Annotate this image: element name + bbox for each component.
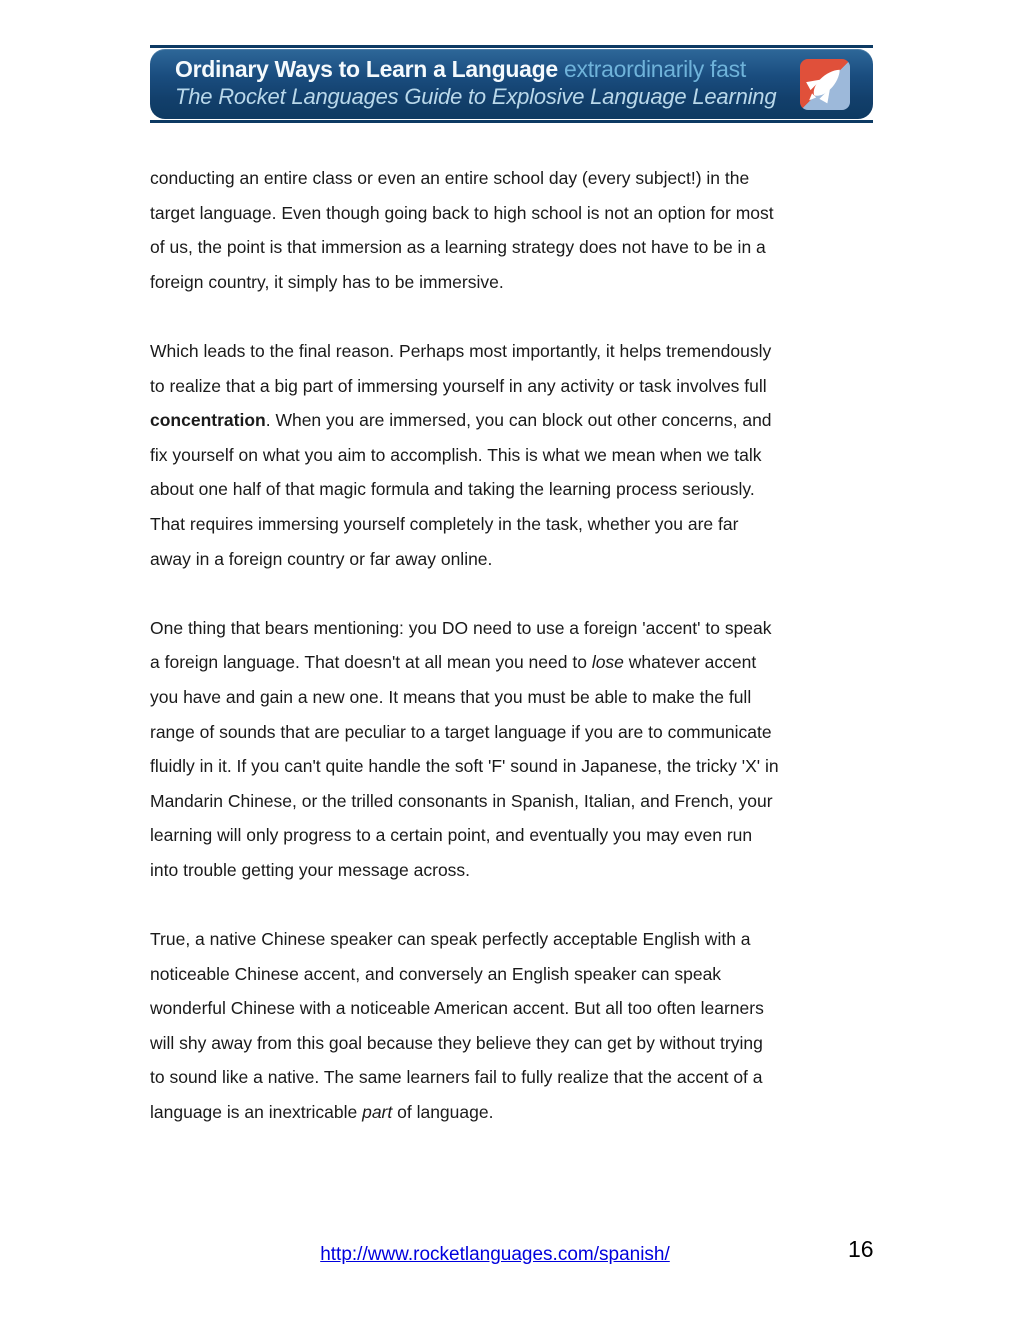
paragraph xyxy=(150,334,876,576)
text-line: of us, the point is that immersion as a learning strategy does not have to be in a xyxy=(150,237,766,258)
text-line: learning will only progress to a certain point, and eventually you may even run xyxy=(150,825,753,846)
footer-link[interactable]: http://www.rocketlanguages.com/spanish/ xyxy=(320,1244,670,1265)
header-banner xyxy=(150,45,873,123)
banner-background xyxy=(150,49,873,119)
text-line: a foreign language. That doesn't at all mean you need to lose whatever accent xyxy=(150,652,757,673)
text-line: Which leads to the final reason. Perhaps most importantly, it helps tremendously xyxy=(150,340,772,361)
document-body xyxy=(150,161,876,1164)
rocket-icon xyxy=(800,59,850,110)
text-line: away in a foreign country or far away online. xyxy=(150,548,493,569)
text-line: fix yourself on what you aim to accomplish. This is what we mean when we talk xyxy=(150,444,762,465)
text-line: True, a native Chinese speaker can speak perfectly acceptable English with a xyxy=(150,929,751,950)
paragraph xyxy=(150,611,876,888)
text-line: range of sounds that are peculiar to a target language if you are to communicate xyxy=(150,721,772,742)
text-line: noticeable Chinese accent, and conversely an English speaker can speak xyxy=(150,963,722,984)
text-line: One thing that bears mentioning: you DO need to use a foreign 'accent' to speak xyxy=(150,617,772,638)
paragraph xyxy=(150,922,876,1130)
text-line: to realize that a big part of immersing yourself in any activity or task involves full xyxy=(150,375,767,396)
text-line: conducting an entire class or even an entire school day (every subject!) in the xyxy=(150,168,750,188)
text-line: Mandarin Chinese, or the trilled consonants in Spanish, Italian, and French, your xyxy=(150,790,773,811)
footer xyxy=(150,1244,876,1266)
text-line: foreign country, it simply has to be immersive. xyxy=(150,271,504,292)
text-line: That requires immersing yourself completely in the task, whether you are far xyxy=(150,513,739,534)
text-line: target language. Even though going back to high school is not an option for most xyxy=(150,202,774,223)
text-line: to sound like a native. The same learners fail to fully realize that the accent of a xyxy=(150,1067,763,1088)
paragraph xyxy=(150,161,876,299)
text-line: concentration. When you are immersed, you can block out other concerns, and xyxy=(150,410,772,431)
text-line: fluidly in it. If you can't quite handle the soft 'F' sound in Japanese, the tricky 'X' in xyxy=(150,756,779,777)
text-line: will shy away from this goal because they believe they can get by without trying xyxy=(150,1032,763,1053)
text-line: you have and gain a new one. It means that you must be able to make the full xyxy=(150,686,752,707)
banner-title-accent: extraordinarily fast xyxy=(557,56,746,82)
banner-text xyxy=(175,55,776,111)
text-line: wonderful Chinese with a noticeable American accent. But all too often learners xyxy=(150,998,764,1019)
banner-title xyxy=(175,55,776,83)
page-number: 16 xyxy=(848,1236,874,1262)
banner-subtitle: The Rocket Languages Guide to Explosive Language Learning xyxy=(175,84,777,109)
text-line: into trouble getting your message across. xyxy=(150,859,471,880)
text-line: about one half of that magic formula and taking the learning process seriously. xyxy=(150,479,755,500)
text-line: language is an inextricable part of language. xyxy=(150,1102,494,1123)
banner-title-main: Ordinary Ways to Learn a Language xyxy=(175,56,558,82)
